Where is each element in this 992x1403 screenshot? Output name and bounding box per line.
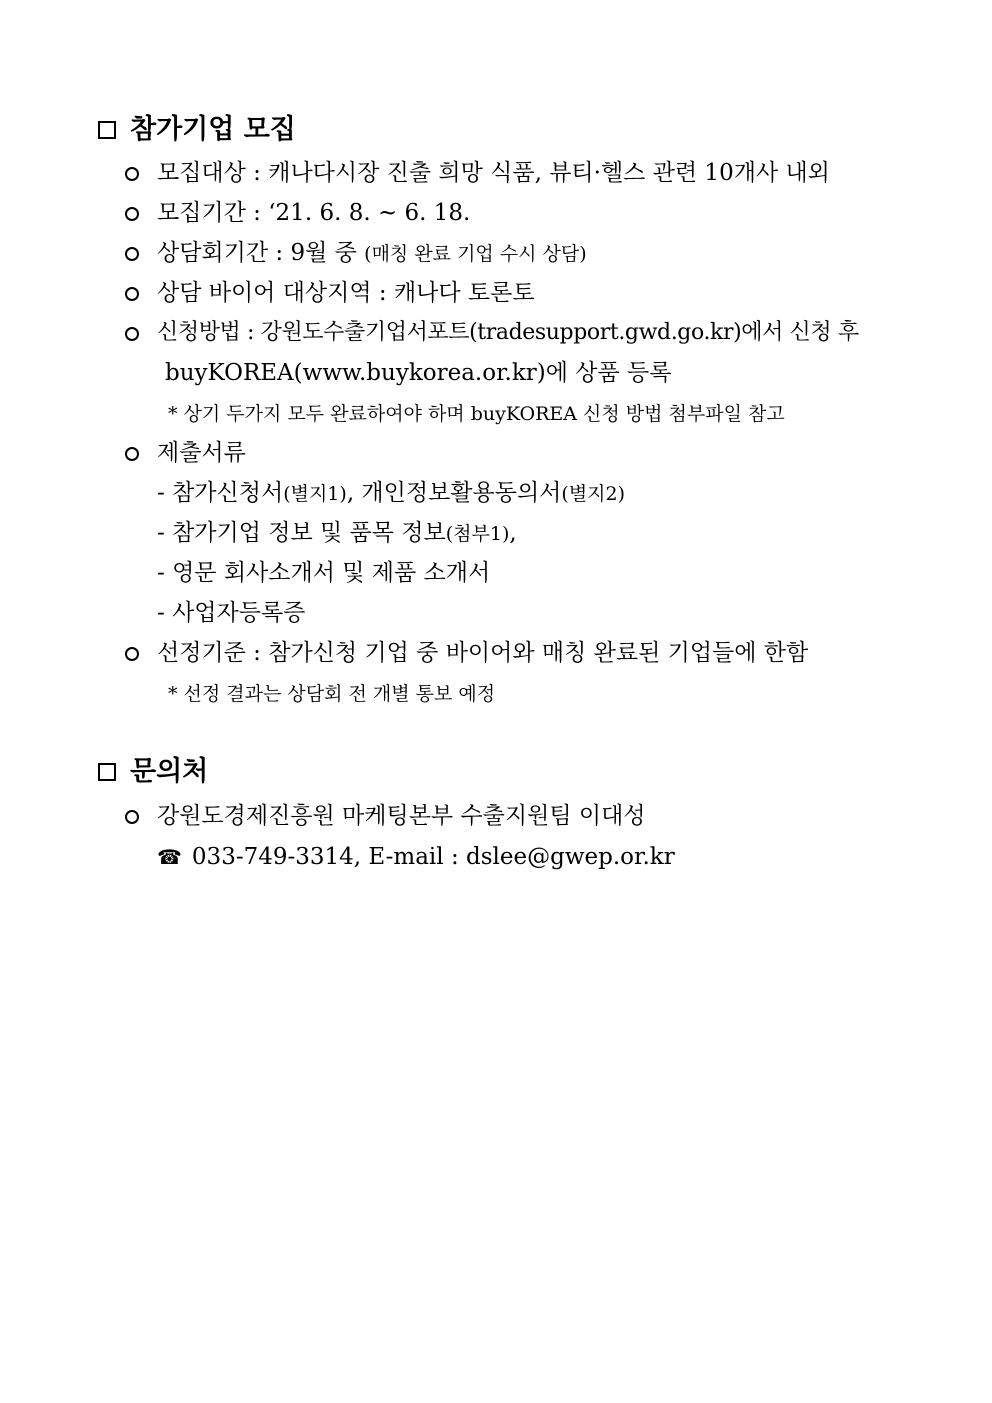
- circle-bullet-icon: [125, 810, 139, 824]
- document-item: [157, 518, 517, 549]
- contact-phone-email: 033-749-3314, E-mail : dslee@gwep.or.kr: [191, 844, 675, 870]
- section-contact-title: 문의처: [130, 756, 209, 787]
- recruit-target: 모집대상 : 캐나다시장 진출 희망 식품, 뷰티·헬스 관련 10개사 내외: [157, 160, 830, 186]
- meeting-period: 상담회기간 : 9월 중: [157, 240, 357, 266]
- meeting-period-note: (매칭 완료 기업 수시 상담): [364, 243, 587, 265]
- contact-phone-line: [157, 842, 675, 872]
- circle-bullet-icon: [125, 247, 139, 261]
- circle-bullet-icon: [125, 167, 139, 181]
- documents-label: 제출서류: [157, 440, 246, 466]
- meeting-period-line: [157, 238, 587, 269]
- square-bullet-icon: [98, 763, 116, 781]
- document-item-annex: (첨부1): [445, 523, 510, 545]
- document-item-annex: (별지1): [283, 483, 347, 505]
- document-item-text: - 참가신청서: [157, 480, 284, 506]
- recruit-period: 모집기간 : ‘21. 6. 8. ~ 6. 18.: [157, 200, 471, 226]
- document-item-annex: (별지2): [561, 483, 626, 505]
- circle-bullet-icon: [125, 287, 139, 301]
- apply-method-line-1: 신청방법 : 강원도수출기업서포트(tradesupport.gwd.go.kr)에서 신청 후: [157, 320, 859, 345]
- section-recruit-heading: [98, 114, 296, 146]
- circle-bullet-icon: [125, 327, 139, 341]
- contact-person: 강원도경제진흥원 마케팅본부 수출지원팀 이대성: [157, 803, 646, 829]
- document-item: [157, 478, 625, 509]
- document-item-text: ,: [509, 520, 517, 546]
- section-contact-heading: [98, 756, 208, 788]
- apply-method-line-2: buyKOREA(www.buykorea.or.kr)에 상품 등록: [165, 360, 672, 386]
- document-item: - 영문 회사소개서 및 제품 소개서: [157, 560, 491, 586]
- apply-note: * 상기 두가지 모두 완료하여야 하며 buyKOREA 신청 방법 첨부파일 참고: [168, 403, 785, 425]
- circle-bullet-icon: [125, 447, 139, 461]
- section-recruit-title: 참가기업 모집: [130, 114, 296, 145]
- buyer-region: 상담 바이어 대상지역 : 캐나다 토론토: [157, 280, 535, 306]
- square-bullet-icon: [98, 121, 116, 139]
- document-item-text: - 참가기업 정보 및 품목 정보: [157, 520, 446, 546]
- document-item: - 사업자등록증: [157, 600, 306, 626]
- phone-icon: ☎: [157, 845, 182, 869]
- criteria-note: * 선정 결과는 상담회 전 개별 통보 예정: [168, 683, 496, 705]
- circle-bullet-icon: [125, 207, 139, 221]
- document-item-text: , 개인정보활용동의서: [346, 480, 562, 506]
- selection-criteria: 선정기준 : 참가신청 기업 중 바이어와 매칭 완료된 기업들에 한함: [157, 640, 809, 666]
- circle-bullet-icon: [125, 647, 139, 661]
